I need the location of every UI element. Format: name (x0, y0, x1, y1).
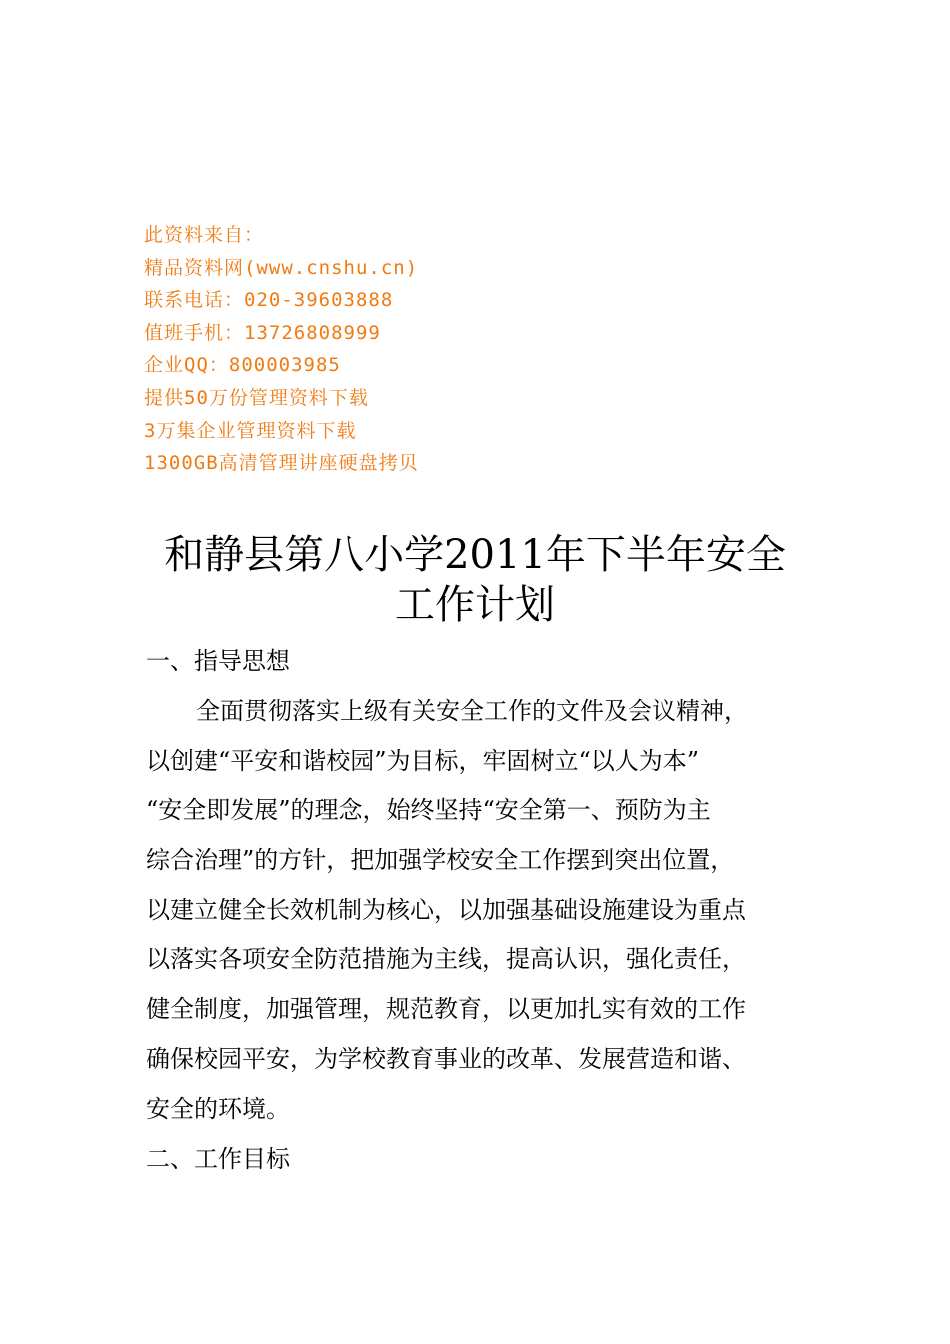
paragraph-line: “安全即发展”的理念，始终坚持“安全第一、预防为主 (146, 796, 711, 825)
paragraph-line: 安全的环境。 (146, 1094, 290, 1123)
document-title-line-1: 和静县第八小学2011年下半年安全 (164, 532, 786, 578)
paragraph-line: 以创建“平安和谐校园”为目标，牢固树立“以人为本” (146, 746, 700, 775)
document-title (120, 530, 830, 630)
source-info-line: 精品资料网(www.cnshu.cn) (144, 256, 419, 279)
paragraph-line: 确保校园平安，为学校教育事业的改革、发展营造和谐、 (146, 1044, 746, 1073)
source-info-block (144, 219, 744, 480)
paragraph-line: 以建立健全长效机制为核心，以加强基础设施建设为重点 (146, 895, 746, 924)
source-info-line: 联系电话：020-39603888 (144, 289, 394, 312)
source-info-line: 值班手机：13726808999 (144, 321, 381, 344)
section-heading-work-goals: 二、工作目标 (146, 1145, 290, 1173)
paragraph-line: 以落实各项安全防范措施为主线，提高认识，强化责任， (146, 945, 746, 974)
paragraph-line: 健全制度，加强管理，规范教育，以更加扎实有效的工作 (146, 995, 746, 1024)
paragraph-line: 综合治理”的方针，把加强学校安全工作摆到突出位置， (146, 846, 735, 875)
source-info-line: 提供50万份管理资料下载 (144, 386, 369, 409)
source-info-line: 企业QQ：800003985 (144, 354, 341, 377)
source-info-line: 此资料来自： (144, 224, 265, 246)
section-heading-guiding-thought: 一、指导思想 (146, 647, 290, 675)
document-title-line-2: 工作计划 (395, 582, 555, 628)
source-info-line: 1300GB高清管理讲座硬盘拷贝 (144, 452, 419, 475)
paragraph-line: 全面贯彻落实上级有关安全工作的文件及会议精神， (196, 697, 748, 725)
source-info-line: 3万集企业管理资料下载 (144, 419, 357, 442)
section-body-guiding-thought (146, 687, 816, 1134)
